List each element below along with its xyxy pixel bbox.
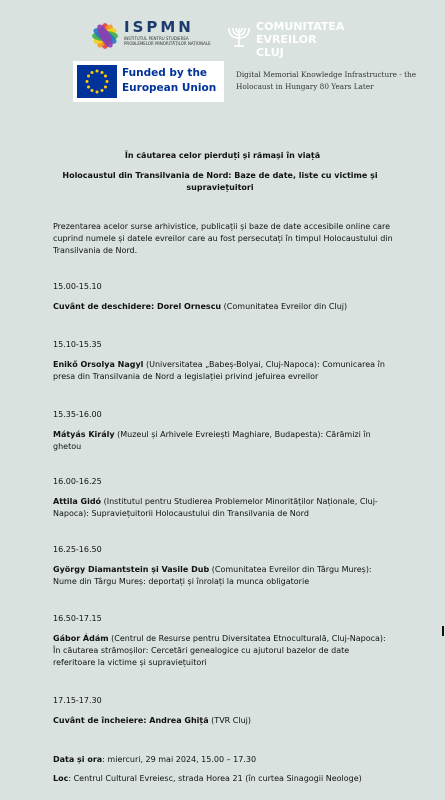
location-value: : Centrul Cultural Evreiesc, strada Horea 21 (în curtea Sinagogii Neologe) (68, 774, 362, 783)
agenda-item (53, 429, 393, 453)
date-value: : miercuri, 29 mai 2024, 15.00 – 17.30 (102, 755, 257, 764)
agenda-item (53, 359, 393, 383)
agenda-speaker: Attila Gidó (53, 497, 102, 506)
ispmn-logo (88, 16, 218, 60)
project-title: Digital Memorial Knowledge Infrastructure - the Holocaust in Hungary 80 Years Later (236, 70, 417, 91)
location-label: Loc (53, 774, 69, 783)
date-label: Data și ora (53, 755, 103, 764)
event-date (53, 754, 393, 766)
event-location (53, 773, 393, 785)
header (0, 0, 445, 110)
agenda-time: 15.10-15.35 (53, 340, 102, 349)
eu-flag-icon (77, 65, 117, 98)
agenda-time: 16.25-16.50 (53, 545, 102, 554)
agenda-time: 16.50-17.15 (53, 614, 102, 623)
eu-funding-badge (73, 61, 224, 102)
edge-marker (442, 626, 444, 636)
agenda-time: 15.35-16.00 (53, 410, 102, 419)
agenda-speaker: Mátyás Király (53, 430, 115, 439)
eu-funding-text: Funded by the European Union (122, 67, 217, 94)
agenda-speaker: Enikő Orsolya Nagyl (53, 360, 144, 369)
menorah-icon (226, 24, 252, 48)
cec-logo (226, 20, 346, 59)
agenda-details: (Centrul de Resurse pentru Diversitatea Etnoculturală, Cluj-Napoca): În căutarea strămoșilor: Cercetări genealogice cu ajutorul bazelor de date referitoare la victime și supraviețuitori (53, 634, 386, 667)
ispmn-flower-icon (88, 16, 122, 56)
agenda-speaker: Cuvânt de deschidere: Dorel Ornescu (53, 302, 222, 311)
agenda-time: 15.00-15.10 (53, 282, 102, 291)
agenda-details: (Comunitatea Evreilor din Cluj) (221, 302, 348, 311)
agenda-item (53, 715, 393, 727)
ispmn-name: ISPMN (124, 18, 194, 36)
agenda-details: (Comunitatea Evreilor din Târgu Mureș): Nume din Târgu Mureș: deportați și înrolați la munca obligatorie (53, 565, 372, 586)
agenda-details: (Institutul pentru Studierea Problemelor Minorităților Naționale, Cluj-Napoca): Supraviețuitorii Holocaustului din Transilvania de Nord (53, 497, 378, 518)
agenda-item (53, 564, 393, 588)
event-intro: Prezentarea acelor surse arhivistice, publicații și baze de date accesibile online care cuprind numele și datele evreilor care au fost persecutați în timpul Holocaustului din Transilvania de Nord. (53, 222, 393, 255)
agenda-time: 17.15-17.30 (53, 696, 102, 705)
cec-name: COMUNITATEA EVREILOR CLUJ (256, 20, 345, 59)
ispmn-subtitle: INSTITUTUL PENTRU STUDIEREA PROBLEMELOR MINORITĂȚILOR NAȚIONALE (124, 36, 211, 46)
agenda-speaker: Gábor Ádám (53, 634, 109, 643)
agenda-details: (Muzeul și Arhivele Evreiești Maghiare, Budapesta): Cărămizi în ghetou (53, 430, 371, 451)
event-title: În căutarea celor pierduți și rămași în viață (124, 151, 321, 160)
event-subtitle: Holocaustul din Transilvania de Nord: Baze de date, liste cu victime și supraviețuitori (62, 171, 378, 192)
agenda-details: (TVR Cluj) (208, 716, 251, 725)
agenda-item (53, 496, 393, 520)
agenda-speaker: György Diamantstein și Vasile Dub (53, 565, 210, 574)
agenda-speaker: Cuvânt de încheiere: Andrea Ghiță (53, 716, 209, 725)
agenda-item (53, 633, 393, 669)
agenda-time: 16.00-16.25 (53, 477, 102, 486)
agenda-details: (Universitatea „Babeș-Bolyai, Cluj-Napoca): Comunicarea în presa din Transilvania de Nord a legislației privind jefuirea evreilor (53, 360, 385, 381)
agenda-item (53, 301, 393, 313)
